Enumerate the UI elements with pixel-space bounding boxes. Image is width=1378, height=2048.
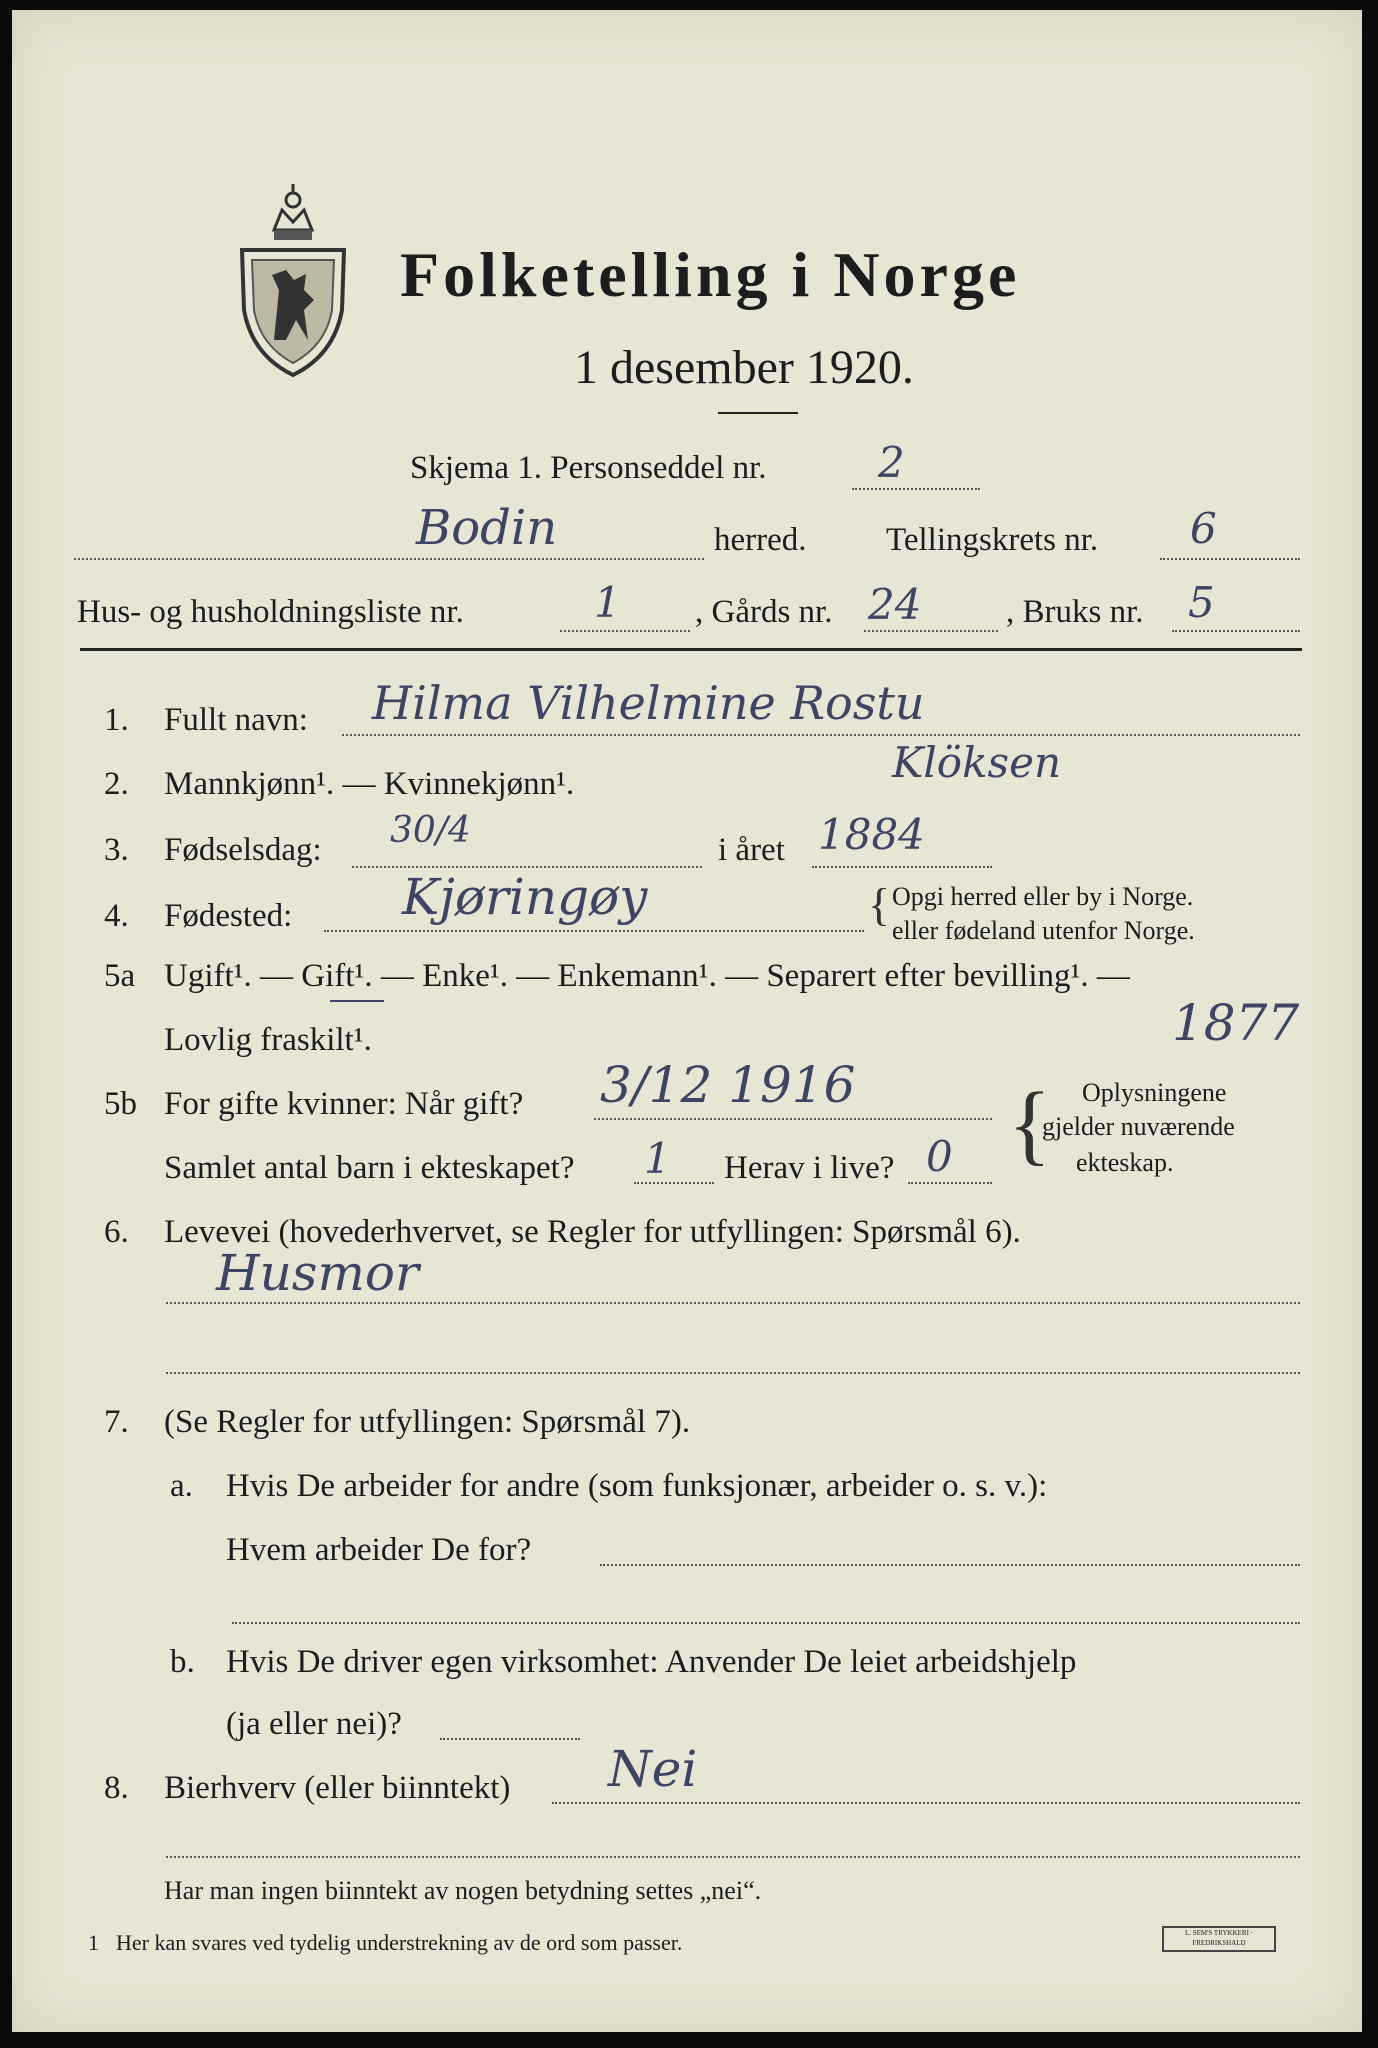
q1-line	[342, 734, 1300, 736]
full-name-value: Hilma Vilhelmine Rostu	[372, 676, 925, 730]
bruks-line	[1172, 630, 1300, 632]
census-date: 1 desember 1920.	[574, 341, 914, 394]
q6-line-1	[166, 1302, 1300, 1304]
q4-label: Fødested:	[164, 898, 293, 934]
herred-label: herred.	[714, 522, 807, 558]
q3-label: Fødselsdag:	[164, 832, 322, 868]
q2-num: 2.	[104, 766, 129, 802]
q3-num: 3.	[104, 832, 129, 868]
q8-line-1	[552, 1802, 1300, 1804]
q8-label: Bierhverv (eller biinntekt)	[164, 1770, 511, 1806]
q7-num: 7.	[104, 1404, 129, 1440]
footnote-mark: 1	[88, 1930, 99, 1955]
q5b-note-2: gjelder nuværende	[1042, 1112, 1235, 1141]
birth-year-value: 1884	[818, 810, 925, 859]
census-form	[12, 10, 1362, 2032]
q8-num: 8.	[104, 1770, 129, 1806]
footnote: Her kan svares ved tydelig understrekning av de ord som passer.	[116, 1930, 683, 1955]
q6-num: 6.	[104, 1214, 129, 1250]
q7a-label: Hvis De arbeider for andre (som funksjonær, arbeider o. s. v.):	[226, 1468, 1048, 1504]
q7b-label-2: (ja eller nei)?	[226, 1706, 402, 1742]
hus-nr: 1	[594, 578, 621, 627]
q7a-line-2	[232, 1622, 1300, 1624]
gift-underline	[330, 1000, 384, 1002]
q3-year-line	[812, 866, 992, 868]
q5b-num: 5b	[104, 1086, 137, 1122]
q7a-num: a.	[170, 1468, 193, 1504]
tellingskrets-line	[1160, 558, 1300, 560]
q5b-note-1: Oplysningene	[1082, 1078, 1227, 1107]
married-date-value: 3/12 1916	[600, 1056, 856, 1114]
biinntekt-note: Har man ingen biinntekt av nogen betydning settes „nei“.	[164, 1876, 762, 1905]
q7b-num: b.	[170, 1644, 195, 1680]
q6-label: Levevei (hovederhvervet, se Regler for utfyllingen: Spørsmål 6).	[164, 1214, 1021, 1250]
gards-line	[864, 630, 998, 632]
title-divider	[718, 412, 798, 414]
q3-year-label: i året	[718, 832, 785, 868]
q6-line-2	[166, 1372, 1300, 1374]
q7a-label-2: Hvem arbeider De for?	[226, 1532, 532, 1568]
q4-line	[324, 930, 864, 932]
q5b-brace: {	[1008, 1075, 1052, 1174]
q5a-num: 5a	[104, 958, 136, 994]
q1-num: 1.	[104, 702, 129, 738]
skjema-label: Skjema 1. Personseddel nr.	[410, 450, 767, 486]
q5b-label: For gifte kvinner: Når gift?	[164, 1086, 524, 1122]
q8-line-2	[166, 1856, 1300, 1858]
herred-value: Bodin	[416, 500, 558, 556]
gards-nr: 24	[868, 580, 922, 629]
herred-line	[74, 558, 704, 560]
tellingskrets-label: Tellingskrets nr.	[886, 522, 1099, 558]
q7b-line	[440, 1738, 580, 1740]
q5b-line	[594, 1118, 992, 1120]
q7-label: (Se Regler for utfyllingen: Spørsmål 7).	[164, 1404, 691, 1440]
q5b-live-line	[908, 1182, 992, 1184]
q4-brace: {	[868, 879, 891, 930]
printer-stamp-text: L. SEM'S TRYKKERI · FREDRIKSHALD	[1184, 1929, 1254, 1947]
full-name-value-2: Klöksen	[892, 738, 1062, 787]
birthplace-value: Kjøringøy	[402, 868, 648, 926]
q4-note-2: eller fødeland utenfor Norge.	[892, 916, 1195, 945]
coat-of-arms-icon	[234, 170, 352, 380]
gards-label: , Gårds nr.	[695, 594, 833, 630]
q1-label: Fullt navn:	[164, 702, 308, 738]
bruks-nr: 5	[1188, 578, 1215, 627]
form-title: Folketelling i Norge	[400, 239, 1021, 310]
personseddel-line	[852, 488, 980, 490]
q5a-handwritten-value: 1877	[1172, 994, 1300, 1052]
tellingskrets-nr: 6	[1190, 504, 1217, 553]
q5b-note-3: ekteskap.	[1076, 1148, 1174, 1177]
side-income-value: Nei	[608, 1740, 698, 1798]
q5b-barn-label: Samlet antal barn i ekteskapet?	[164, 1150, 575, 1186]
bruks-label: , Bruks nr.	[1006, 594, 1144, 630]
hus-label: Hus- og husholdningsliste nr.	[77, 594, 464, 630]
birth-day-value: 30/4	[390, 810, 471, 851]
q7b-label: Hvis De driver egen virksomhet: Anvender De leiet arbeidshjelp	[226, 1644, 1077, 1680]
children-count-value: 1	[644, 1134, 671, 1183]
occupation-value: Husmor	[216, 1244, 419, 1302]
q7a-line-1	[600, 1564, 1300, 1566]
printer-stamp	[1162, 1926, 1276, 1952]
header-divider	[80, 648, 1302, 651]
q4-note-1: Opgi herred eller by i Norge.	[892, 882, 1194, 911]
q5a-label: Ugift¹. — Gift¹. — Enke¹. — Enkemann¹. — Separert efter bevilling¹. —	[164, 958, 1130, 994]
children-alive-value: 0	[926, 1132, 953, 1181]
personseddel-nr: 2	[878, 438, 905, 487]
hus-line	[560, 630, 690, 632]
q5b-live-label: Herav i live?	[724, 1150, 895, 1186]
q2-label: Mannkjønn¹. — Kvinnekjønn¹.	[164, 766, 575, 802]
q5a-label-2: Lovlig fraskilt¹.	[164, 1022, 372, 1058]
q4-num: 4.	[104, 898, 129, 934]
